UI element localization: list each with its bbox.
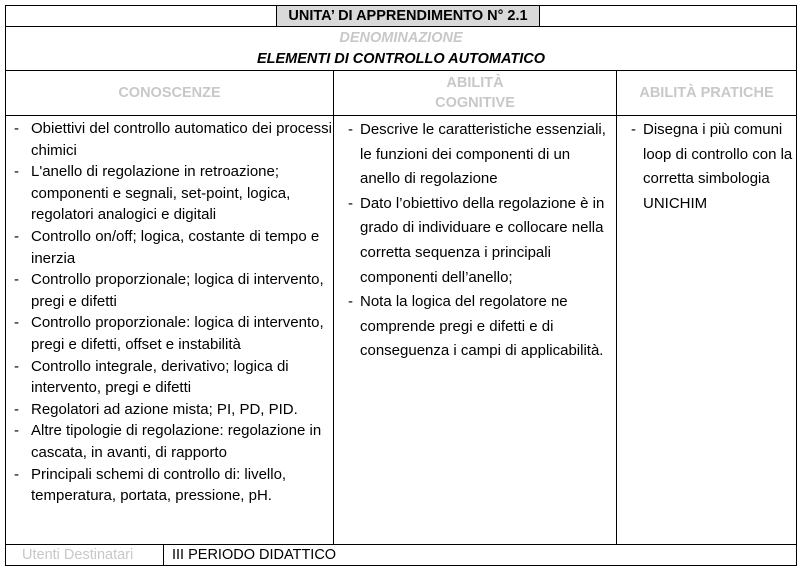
list-item: - Regolatori ad azione mista; PI, PD, PID.: [6, 399, 333, 421]
conoscenze-cell: [5, 115, 334, 545]
abilita-cognitive-list: [334, 116, 616, 364]
footer-row: [5, 544, 797, 566]
conoscenze-list: [6, 116, 333, 507]
header-abilita-pratiche-label: ABILITÀ PRATICHE: [639, 85, 774, 101]
list-item: - Descrive le caratteristiche essenziali, le funzioni dei componenti di un anello di regolazione: [334, 118, 616, 192]
unit-title: UNITA’ DI APPRENDIMENTO N° 2.1: [288, 8, 528, 24]
list-item: - Nota la logica del regolatore ne comprende pregi e difetti e di conseguenza i campi di applicabilità.: [334, 290, 616, 364]
title-row: [5, 5, 797, 27]
list-item: - Controllo on/off; logica, costante di tempo e inerzia: [6, 226, 333, 269]
header-abilita-pratiche: [616, 70, 797, 116]
header-conoscenze-label: CONOSCENZE: [118, 85, 221, 101]
denomination-value: ELEMENTI DI CONTROLLO AUTOMATICO: [256, 51, 546, 67]
list-item: - Disegna i più comuni loop di controllo con la corretta simbologia UNICHIM: [617, 118, 796, 216]
list-item: - Obiettivi del controllo automatico dei processi chimici: [6, 118, 333, 161]
list-item: - Controllo integrale, derivativo; logica di intervento, pregi e difetti: [6, 356, 333, 399]
header-abilita-cognitive-line1: ABILITÀ: [446, 75, 504, 91]
abilita-cognitive-cell: [333, 115, 617, 545]
list-item: - L'anello di regolazione in retroazione; componenti e segnali, set-point, logica, regolatori analogici e digitali: [6, 161, 333, 226]
abilita-pratiche-cell: [616, 115, 797, 545]
header-conoscenze: [5, 70, 334, 116]
denomination-row: [5, 26, 797, 71]
abilita-pratiche-list: [617, 116, 796, 216]
list-item: - Altre tipologie di regolazione: regolazione in cascata, in avanti, di rapporto: [6, 420, 333, 463]
footer-label: Utenti Destinatari: [6, 545, 164, 565]
list-item: - Controllo proporzionale: logica di intervento, pregi e difetti, offset e instabilità: [6, 312, 333, 355]
list-item: - Dato l’obiettivo della regolazione è in grado di individuare e collocare nella corretta sequenza i principali componenti dell’anello;: [334, 192, 616, 290]
denomination-label: DENOMINAZIONE: [339, 30, 463, 46]
header-abilita-cognitive-line2: COGNITIVE: [435, 95, 515, 111]
footer-value: III PERIODO DIDATTICO: [172, 547, 337, 563]
list-item: - Principali schemi di controllo di: livello, temperatura, portata, pressione, pH.: [6, 464, 333, 507]
list-item: - Controllo proporzionale; logica di intervento, pregi e difetti: [6, 269, 333, 312]
header-abilita-cognitive: [333, 70, 617, 116]
title-cell: [276, 6, 540, 26]
